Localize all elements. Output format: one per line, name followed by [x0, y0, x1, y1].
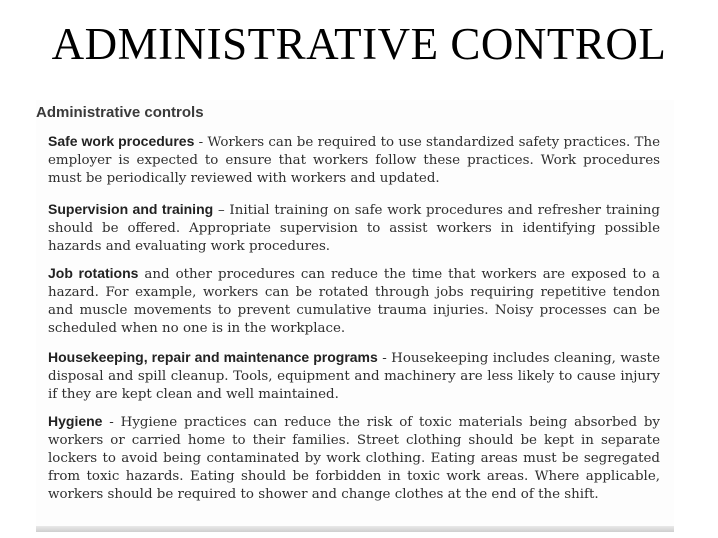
- paragraph-supervision-training: [48, 200, 660, 256]
- paragraph-text: and other procedures can reduce the time that workers are exposed to a hazard. For example, workers can be rotated through jobs requiring repetitive tendon and muscle movements to prevent cumulative trauma injuries. Noisy processes can be scheduled when no one is in the workplace.: [48, 267, 660, 336]
- paragraph-lead: Hygiene: [48, 413, 103, 429]
- slide-title: ADMINISTRATIVE CONTROL: [51, 19, 667, 69]
- paragraph-text: - Hygiene practices can reduce the risk of toxic materials being absorbed by workers or carried home to their families. Street clothing should be kept in separate lockers to avoid being contaminated by work clothing. Eating areas must be segregated from toxic hazards. Eating should be forbidden in toxic work areas. Where applicable, workers should be required to shower and change clothes at the end of the shift.: [48, 415, 660, 502]
- paragraph-text: - Housekeeping includes cleaning, waste disposal and spill cleanup. Tools, equipment and machinery are less likely to cause injury if they are kept clean and well maintained.: [48, 351, 660, 402]
- paragraph-lead: Supervision and training: [48, 201, 214, 217]
- paragraph-text: – Initial training on safe work procedures and refresher training should be offered. Appropriate supervision to assist workers in identifying possible hazards and evaluating work procedures.: [48, 203, 660, 254]
- paragraph-text: - Workers can be required to use standardized safety practices. The employer is expected to ensure that workers follow these practices. Work procedures must be periodically reviewed with workers and updated.: [48, 135, 660, 186]
- paragraph-hygiene: [48, 412, 660, 504]
- paragraph-lead: Safe work procedures: [48, 133, 195, 149]
- paragraph-lead: Job rotations: [48, 265, 139, 281]
- paragraph-safe-work-procedures: [48, 132, 660, 188]
- document-image: [36, 100, 674, 530]
- document-bottom-edge: [36, 526, 674, 532]
- paragraph-lead: Housekeeping, repair and maintenance programs: [48, 349, 378, 365]
- document-heading: Administrative controls: [36, 104, 204, 121]
- paragraph-job-rotations: [48, 264, 660, 338]
- paragraph-housekeeping: [48, 348, 660, 404]
